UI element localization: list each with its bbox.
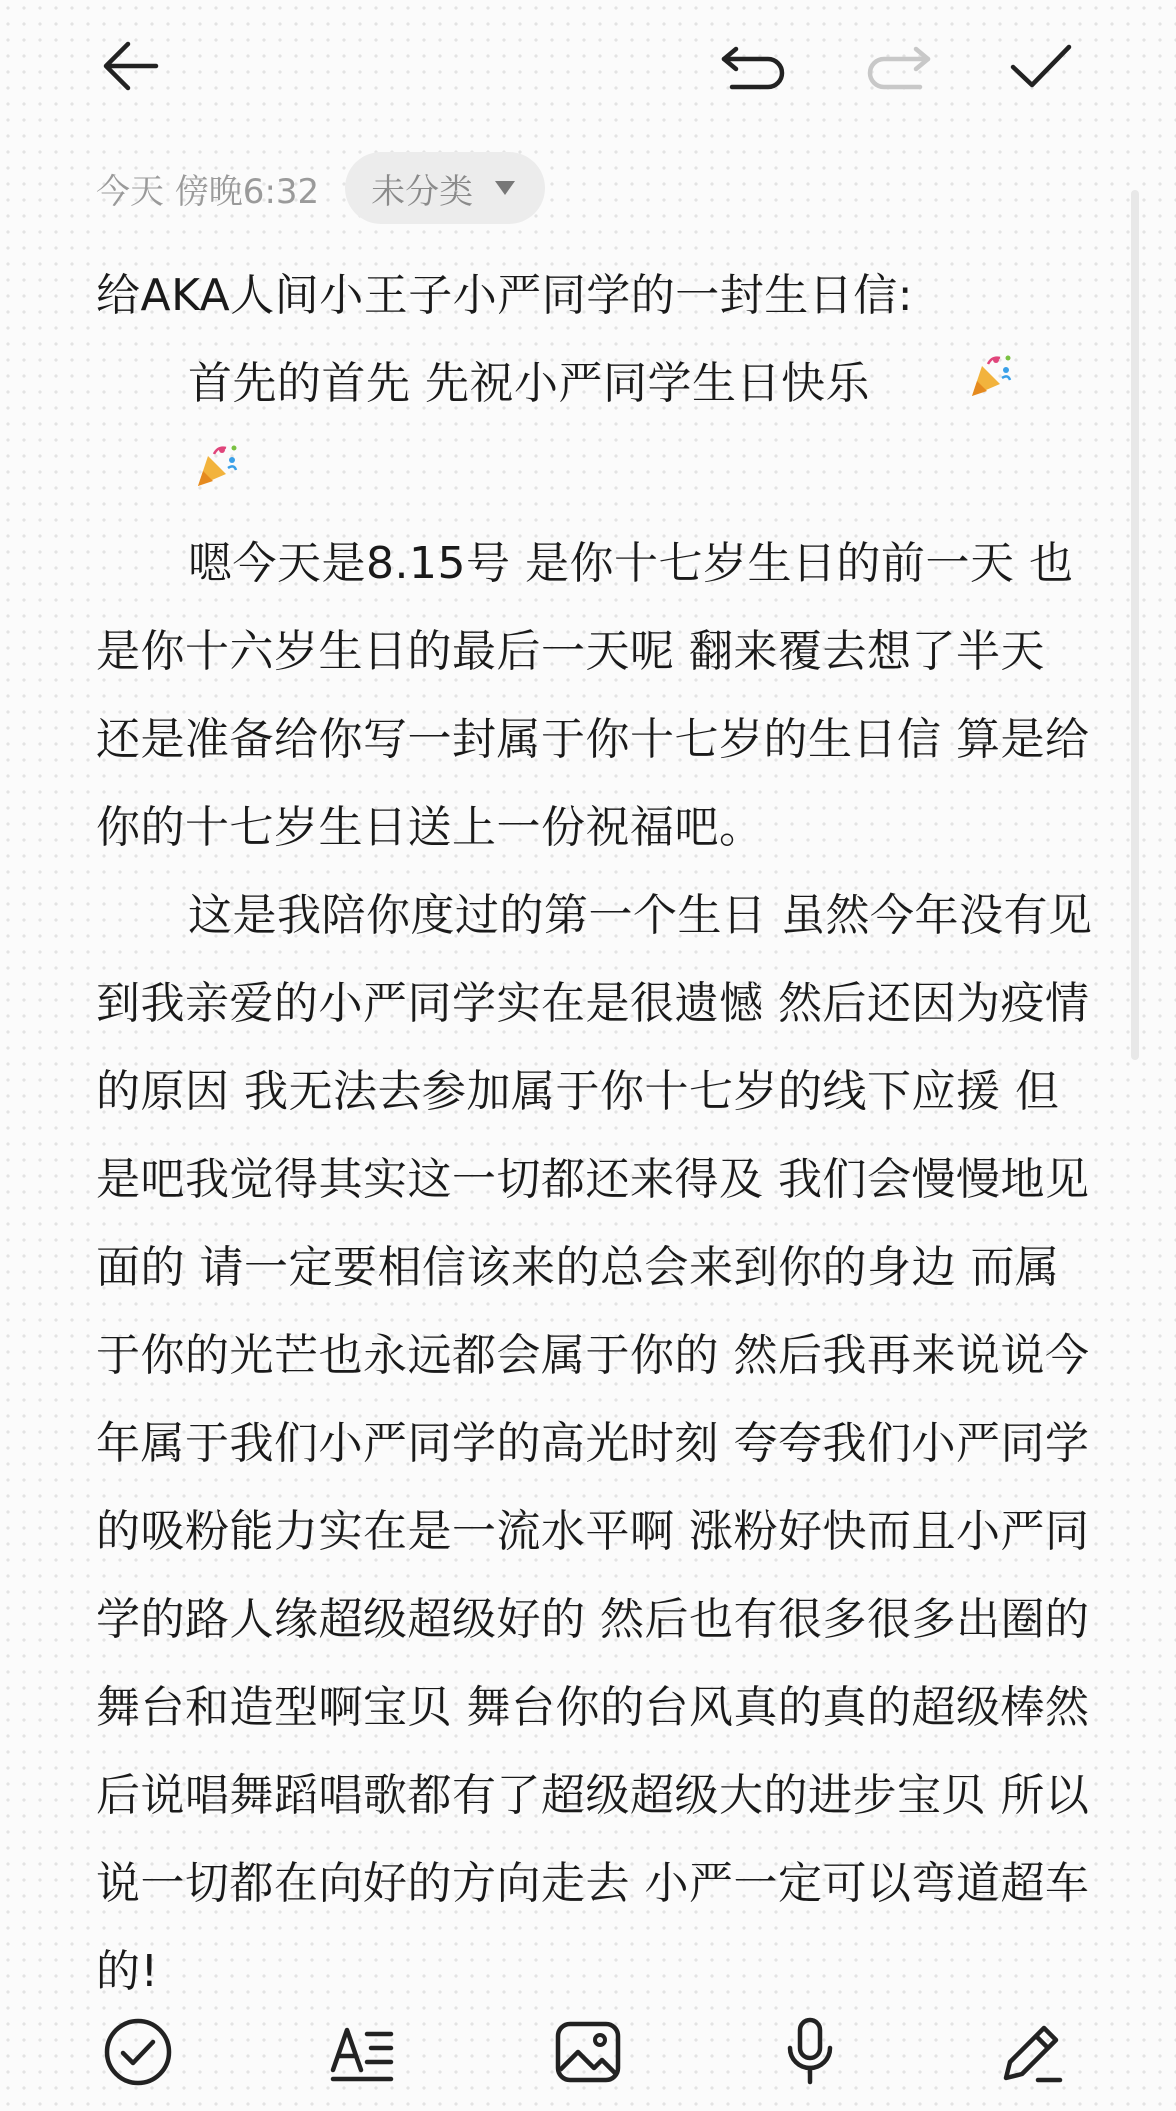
back-button[interactable] bbox=[88, 24, 172, 108]
category-label: 未分类 bbox=[371, 171, 474, 212]
note-meta-row bbox=[96, 150, 545, 226]
party-popper-icon bbox=[874, 342, 1014, 430]
scrollbar[interactable] bbox=[1131, 190, 1139, 1060]
note-paragraph-3: 这是我陪你度过的第一个生日 虽然今年没有见到我亲爱的小严同学实在是很遗憾 然后还因为疫情的原因 我无法去参加属于你十七岁的线下应援 但是吧我觉得其实这一切都还来得及 我们会慢慢地见面的 请一定要相信该来的总会来到你的身边 而属于你的光芒也永远都会属于你的 然后我再来说说今年属于我们小严同学的高光时刻 夸夸我们小严同学的吸粉能力实在是一流水平啊 涨粉好快而且小严同学的路人缘超级超级好的 然后也有很多很多出圈的舞台和造型啊宝贝 舞台你的台风真的真的超级棒然后说唱舞蹈唱歌都有了超级超级大的进步宝贝 所以说一切都在向好的方向走去 小严一定可以弯道超车的! bbox=[96, 890, 1093, 1997]
caret-down-icon bbox=[495, 181, 515, 195]
undo-button[interactable] bbox=[712, 24, 798, 110]
pen-icon bbox=[998, 2018, 1066, 2086]
microphone-icon bbox=[780, 2016, 840, 2088]
checklist-icon bbox=[102, 2016, 174, 2088]
note-timestamp: 今天 傍晚6:32 bbox=[96, 171, 320, 212]
top-toolbar bbox=[0, 0, 1176, 120]
redo-icon bbox=[862, 37, 932, 97]
note-paragraph-2: 嗯今天是8.15号 是你十七岁生日的前一天 也是你十六岁生日的最后一天呢 翻来覆去想了半天 还是准备给你写一封属于你十七岁的生日信 算是给你的十七岁生日送上一份祝福吧。 bbox=[96, 538, 1090, 853]
undo-icon bbox=[720, 37, 790, 97]
note-paragraph-1-text: 首先的首先 先祝小严同学生日快乐 bbox=[188, 358, 870, 409]
category-dropdown[interactable] bbox=[345, 152, 545, 224]
voice-button[interactable] bbox=[768, 2010, 852, 2094]
party-popper-icon bbox=[100, 432, 240, 520]
text-format-button[interactable] bbox=[320, 2010, 404, 2094]
image-icon bbox=[554, 2020, 622, 2084]
note-paragraph-1 bbox=[96, 340, 1096, 520]
image-button[interactable] bbox=[546, 2010, 630, 2094]
checkmark-icon bbox=[1008, 39, 1074, 95]
bottom-toolbar bbox=[0, 2010, 1176, 2111]
checklist-button[interactable] bbox=[96, 2010, 180, 2094]
note-editor[interactable] bbox=[96, 252, 1096, 2016]
note-title: 给AKA人间小王子小严同学的一封生日信: bbox=[96, 270, 914, 321]
text-format-icon bbox=[327, 2020, 397, 2084]
arrow-left-icon bbox=[98, 34, 162, 98]
redo-button[interactable] bbox=[854, 24, 940, 110]
handwriting-button[interactable] bbox=[990, 2010, 1074, 2094]
done-button[interactable] bbox=[998, 24, 1084, 110]
